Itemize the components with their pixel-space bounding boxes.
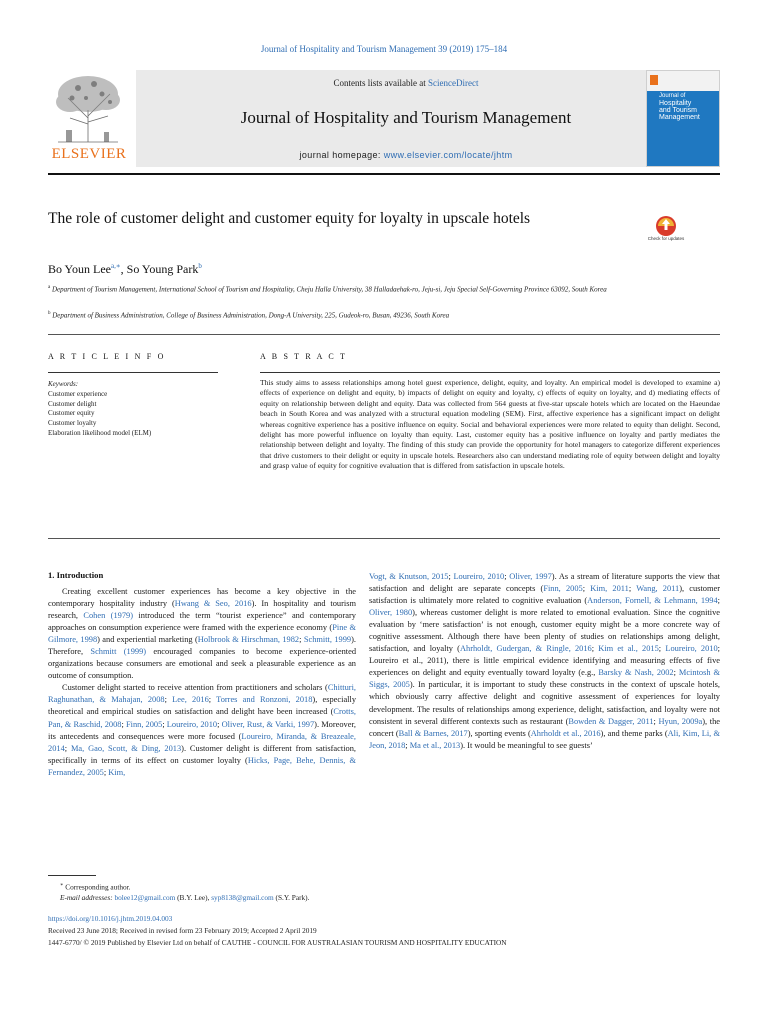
keyword-item: Customer loyalty bbox=[48, 419, 97, 428]
homepage-link[interactable]: www.elsevier.com/locate/jhtm bbox=[383, 150, 513, 160]
citation-link[interactable]: Ma, Gao, Scott, & Ding, 2013 bbox=[70, 743, 182, 753]
citation-link[interactable]: Kim et al., 2015 bbox=[598, 644, 659, 654]
body-text: ), and theme parks ( bbox=[600, 728, 668, 738]
keyword-item: Elaboration likelihood model (ELM) bbox=[48, 428, 152, 437]
body-text: ; Loureiro et al., 2011), there is little empirical evidence identifying and measuring effects of five experiences on delight and equity eventually toward loyalty (e.g., bbox=[369, 644, 720, 678]
copyright-notice: 1447-6770/ © 2019 Published by Elsevier Ltd on behalf of CAUTHE - COUNCIL FOR AUSTRALASIAN TOURISM AND HOSPITALITY EDUCATION bbox=[48, 938, 507, 947]
citation-link[interactable]: Loureiro, 2010 bbox=[453, 572, 505, 581]
body-text: ; bbox=[162, 719, 167, 729]
abstract-text: This study aims to assess relationships among hotel guest experience, delight, equity, and loyalty. An empirical model is developed to examine a) effects of experience on delight and equity, b) impacts of delight on equity and loyalty, c) effects of equity on loyalty, and d) mediating effects of equity on relationship between delight and equity. Data was collected from 564 guests at five-star upscale hotels which are located on the Haeundae beach in South Korea and was analyzed with a structural equation modeling (SEM). First, affective experience has a significant impact on delight whereas cognitive experience has a positive influence on equity. Social and behavioral experiences were more related to equity than delight. Second, delight has more powerful influence on loyalty than equity. Last, customer equity has a positive influence on loyalty and partly mediates the relationship between delight and loyalty. The finding of this study can provide the opportunity for hotel managers to categorize different experiences that drive customers to their delight or equity in upscale hotels. Researchers also can understand mediating role of equity between delight and loyalty and grasp value of equity for cognitive evaluation that is differed from satisfaction in upscale hotels. bbox=[260, 378, 720, 471]
citation-link[interactable]: Hwang & Seo, 2016 bbox=[174, 599, 252, 609]
body-text: ), whereas customer delight is more related to emotional evaluation. Since the cognitive evaluation by ‘mere satisfaction’ is not enough, customer equity might be a more concrete way of cognitive assessment. Although there have been plenty of studies on relationships among delight, satisfaction, and loyalty ( bbox=[369, 608, 720, 654]
journal-masthead bbox=[48, 70, 720, 167]
author-name[interactable]: So Young Park bbox=[126, 262, 199, 276]
citation-link[interactable]: Hyun, 2009a bbox=[658, 716, 703, 726]
cover-title bbox=[659, 93, 717, 121]
body-text: ; bbox=[103, 767, 109, 777]
homepage-prefix: journal homepage: bbox=[299, 150, 384, 160]
body-text: ; bbox=[121, 719, 126, 729]
body-text: encouraged companies to become experience-oriented organizations because consumers are emotional and seek a pleasurable experience as an outcome of consumption. bbox=[48, 647, 357, 681]
cover-title-line3: and Tourism bbox=[659, 107, 698, 114]
citation-link[interactable]: Loureiro, Miranda, & Breazeale, 2014 bbox=[48, 731, 356, 753]
body-text: ), the concert ( bbox=[369, 716, 720, 738]
body-text: ). It would be meaningful to see guests’ bbox=[460, 740, 593, 750]
author-affiliation-marker[interactable]: b bbox=[198, 262, 202, 270]
cover-title-line4: Management bbox=[659, 114, 700, 121]
keyword-item: Customer experience bbox=[48, 389, 108, 398]
body-text: ). In particular, it is important to study these constructs in the context of upscale hotels, which obviously carry affective delight and cognitive assessment of experiences for loyalty development. The results of relationships among experience, delight, satisfaction, and loyalty were not consistent in several different contexts such as restaurant ( bbox=[369, 680, 721, 726]
body-column-right bbox=[369, 571, 720, 752]
citation-link[interactable]: Wang, 2011 bbox=[636, 584, 680, 594]
cover-publisher-mark bbox=[650, 75, 658, 85]
email-link[interactable]: syp8138@gmail.com bbox=[211, 893, 274, 902]
citation-link[interactable]: Hicks, Page, Behe, Dennis, & Fernandez, 2005 bbox=[48, 755, 356, 777]
section-heading: 1. Introduction bbox=[48, 570, 104, 580]
journal-cover-thumbnail[interactable] bbox=[646, 70, 720, 167]
masthead-banner bbox=[136, 70, 676, 167]
footnote-marker: ∗ bbox=[60, 883, 64, 888]
citation-link[interactable]: Pine & Gilmore, 1998 bbox=[48, 623, 357, 645]
citation-link[interactable]: Loureiro, 2010 bbox=[665, 644, 718, 654]
citation-link[interactable]: Crotts, Pan, & Raschid, 2008 bbox=[48, 707, 356, 729]
journal-citation-link[interactable]: Journal of Hospitality and Tourism Management 39 (2019) 175–184 bbox=[260, 44, 508, 54]
body-text: ). As a stream of literature supports the view that satisfaction and delight are separate concepts ( bbox=[369, 572, 721, 594]
body-text: ; bbox=[217, 719, 222, 729]
masthead-rule bbox=[48, 173, 720, 175]
article-info-rule bbox=[48, 372, 218, 373]
article-info-heading: A R T I C L E I N F O bbox=[48, 352, 166, 361]
body-text: ), customer satisfaction is ultimately more related to cognitive evaluation ( bbox=[369, 584, 720, 606]
author-line bbox=[48, 262, 202, 277]
citation-link[interactable]: Barsky & Nash, 2002 bbox=[598, 668, 674, 678]
contents-prefix: Contents lists available at bbox=[333, 78, 428, 88]
affiliation-text: Department of Tourism Management, International School of Tourism and Hospitality, Cheju Halla University, 38 Halladaehak-ro, Jeju-si, Jeju Special Self-Governing Province 63092, South Korea bbox=[51, 285, 607, 294]
paragraph bbox=[48, 586, 356, 682]
header-divider bbox=[48, 334, 720, 335]
affiliation-b bbox=[48, 309, 720, 320]
check-for-updates-label[interactable]: Check for updates bbox=[647, 236, 685, 241]
elsevier-tree-logo[interactable] bbox=[48, 72, 128, 165]
abstract-divider bbox=[48, 538, 720, 539]
tree-icon bbox=[48, 72, 128, 144]
body-text: ). Therefore, bbox=[48, 635, 356, 657]
check-for-updates-icon[interactable] bbox=[646, 213, 686, 253]
citation-link[interactable]: Oliver, 1997 bbox=[509, 572, 552, 581]
article-title: The role of customer delight and customer equity for loyalty in upscale hotels bbox=[48, 210, 531, 227]
body-text: ; bbox=[628, 584, 637, 594]
citation-link[interactable]: Ahrholdt et al., 2016 bbox=[530, 728, 601, 738]
contents-available-line bbox=[136, 78, 676, 88]
citation-link[interactable]: Kim, 2011 bbox=[590, 584, 629, 594]
body-text: ; bbox=[653, 716, 659, 726]
email-link[interactable]: bolee12@gmail.com bbox=[114, 893, 176, 902]
email-owner: (S.Y. Park). bbox=[273, 893, 310, 902]
abstract-rule bbox=[260, 372, 720, 373]
doi-link[interactable]: https://doi.org/10.1016/j.jhtm.2019.04.003 bbox=[48, 914, 173, 923]
body-text: ). In hospitality and tourism research, bbox=[48, 599, 357, 621]
paragraph bbox=[48, 682, 356, 778]
affiliation-a bbox=[48, 283, 720, 294]
citation-link[interactable]: Ball & Barnes, 2017 bbox=[398, 728, 468, 738]
elsevier-wordmark: ELSEVIER bbox=[51, 146, 127, 162]
body-text: ; bbox=[164, 695, 173, 705]
citation-link[interactable]: Anderson, Fornell, & Lehmann, 1994 bbox=[587, 596, 718, 606]
abstract-heading: A B S T R A C T bbox=[260, 352, 348, 361]
received-dates: Received 23 June 2018; Received in revised form 23 February 2019; Accepted 2 April 2019 bbox=[48, 926, 317, 935]
citation-link[interactable]: Lee, 2016 bbox=[172, 695, 209, 705]
body-text: ; bbox=[208, 695, 217, 705]
sciencedirect-link[interactable]: ScienceDirect bbox=[428, 78, 479, 88]
citation-link[interactable]: Finn, 2005 bbox=[125, 719, 163, 729]
citation-link[interactable]: Oliver, 1980 bbox=[369, 608, 413, 618]
citation-link[interactable]: Schmitt (1999) bbox=[90, 647, 147, 657]
citation-link[interactable]: Cohen (1979) bbox=[83, 611, 134, 621]
author-name[interactable]: Bo Youn Lee bbox=[48, 262, 112, 276]
citation-link[interactable]: Bowden & Dagger, 2011 bbox=[568, 716, 654, 726]
citation-link[interactable]: Ahrholdt, Gudergan, & Ringle, 2016 bbox=[459, 644, 592, 654]
citation-link[interactable]: Mcintosh & Siggs, 2005 bbox=[369, 668, 721, 690]
body-text: ; bbox=[717, 596, 720, 606]
keyword-item: Customer equity bbox=[48, 409, 95, 418]
author-separator: , bbox=[120, 262, 127, 276]
cover-title-line1: Journal of bbox=[659, 93, 686, 99]
citation-link[interactable]: Ma et al., 2013 bbox=[409, 740, 461, 750]
journal-homepage-line bbox=[136, 150, 676, 160]
body-text: introduced the term “tourist experience” and contemporary approaches on consumption experience were framed with the experience economy ( bbox=[48, 611, 356, 633]
citation-link[interactable]: Vogt, & Knutson, 2015 bbox=[369, 572, 449, 581]
body-text: ; bbox=[658, 644, 666, 654]
email-owner: (B.Y. Lee), bbox=[175, 893, 212, 902]
affiliation-text: Department of Business Administration, College of Business Administration, Dong-A University, 225, Gudeok-ro, Busan, 49236, South Korea bbox=[52, 311, 450, 320]
body-text: ) and experiential marketing ( bbox=[97, 635, 198, 645]
body-text: ). Customer delight is different from satisfaction, specifically in terms of its effect on customer loyalty ( bbox=[48, 743, 356, 765]
body-text: ; bbox=[504, 572, 510, 581]
body-text: ; bbox=[405, 740, 410, 750]
body-text: ), especially theoretical and empirical studies on satisfaction and delight have been increased ( bbox=[48, 695, 357, 717]
author-affiliation-marker[interactable]: a,∗ bbox=[111, 262, 121, 270]
journal-title: Journal of Hospitality and Tourism Management bbox=[240, 108, 572, 127]
body-text: Creating excellent customer experiences has become a key objective in the contemporary hospitality industry ( bbox=[48, 587, 356, 609]
citation-link[interactable]: Schmitt, 1999 bbox=[303, 635, 352, 645]
citation-link[interactable]: Kim, bbox=[108, 767, 126, 777]
paragraph bbox=[369, 571, 720, 752]
footnote-rule bbox=[48, 875, 96, 876]
citation-link[interactable]: Chitturi, Raghunathan, & Mahajan, 2008 bbox=[48, 683, 356, 705]
body-text: ; bbox=[591, 644, 599, 654]
body-text: ; bbox=[299, 635, 304, 645]
corresponding-author-text: Corresponding author. bbox=[65, 882, 131, 892]
citation-link[interactable]: Ali, Kim, Li, & Jeon, 2018 bbox=[369, 728, 720, 750]
citation-link[interactable]: Torres and Ronzoni, 2018 bbox=[216, 695, 313, 705]
body-text: ; bbox=[448, 572, 454, 581]
body-text: ; bbox=[64, 743, 71, 753]
email-addresses-note bbox=[60, 893, 309, 903]
body-text: ). Moreover, its antecedents and consequences were more focused ( bbox=[48, 719, 356, 741]
citation-link[interactable]: Finn, 2005 bbox=[543, 584, 583, 594]
body-text: ; bbox=[673, 668, 679, 678]
cover-title-line2: Hospitality bbox=[659, 100, 692, 107]
corresponding-author-note bbox=[60, 881, 131, 892]
keywords-block bbox=[48, 380, 248, 439]
affiliation-marker: b bbox=[48, 311, 51, 316]
email-label: E-mail addresses: bbox=[60, 893, 115, 902]
keyword-item: Customer delight bbox=[48, 399, 97, 408]
keywords-label: Keywords: bbox=[48, 380, 79, 388]
body-text: ; bbox=[582, 584, 591, 594]
citation-link[interactable]: Holbrook & Hirschman, 1982 bbox=[197, 635, 300, 645]
body-text: ), sporting events ( bbox=[467, 728, 531, 738]
citation-link[interactable]: Oliver, Rust, & Varki, 1997 bbox=[221, 719, 315, 729]
body-column-left bbox=[48, 586, 356, 779]
body-text: Customer delight started to receive attention from practitioners and scholars ( bbox=[62, 683, 328, 693]
citation-link[interactable]: Loureiro, 2010 bbox=[166, 719, 218, 729]
affiliation-marker: a bbox=[48, 285, 51, 290]
